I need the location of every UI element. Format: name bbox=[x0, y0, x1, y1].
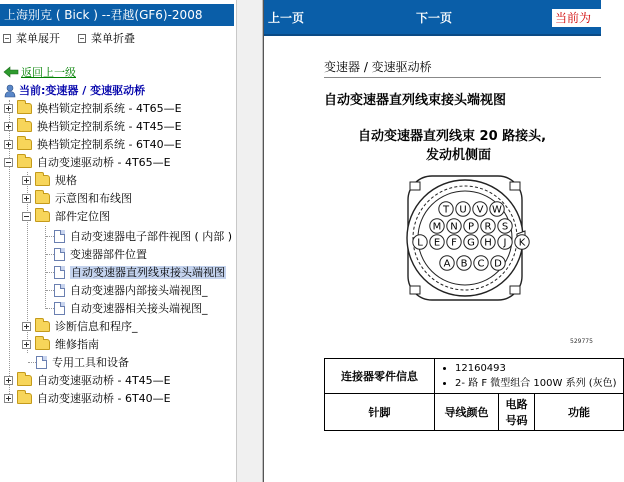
tree-connector bbox=[46, 254, 54, 255]
document-icon bbox=[54, 266, 65, 279]
current-location bbox=[4, 82, 145, 100]
tree-item-shift-lock-4t65e[interactable] bbox=[4, 100, 182, 118]
tree-item-label: 维修指南 bbox=[55, 338, 99, 351]
connector-latch bbox=[510, 182, 520, 190]
expand-plus-icon[interactable] bbox=[22, 194, 31, 203]
tree-item-transaxle-4t65e[interactable] bbox=[4, 154, 171, 172]
tree-connector bbox=[28, 362, 36, 363]
tree-item-internal-connector-view[interactable] bbox=[54, 282, 208, 300]
back-link[interactable] bbox=[4, 64, 76, 82]
expand-plus-icon[interactable] bbox=[4, 394, 13, 403]
collapse-minus-icon[interactable] bbox=[4, 158, 13, 167]
tree-toolbar bbox=[0, 30, 236, 48]
expand-menu-button[interactable] bbox=[3, 30, 60, 48]
collapse-minus-icon[interactable] bbox=[22, 212, 31, 221]
connector-part-description: • 2- 路 F 微型组合 100W 系列 (灰色) bbox=[455, 376, 619, 391]
pin-label-w: W bbox=[492, 204, 502, 216]
tree-item-label: 自动变速驱动桥 - 6T40—E bbox=[37, 392, 171, 405]
col-header-pin: 针脚 bbox=[325, 394, 435, 431]
prev-page-button[interactable]: 上一页 bbox=[268, 11, 305, 25]
navigation-pane bbox=[0, 0, 236, 482]
person-icon bbox=[4, 84, 16, 96]
collapse-menu-button[interactable] bbox=[78, 30, 135, 48]
folder-icon bbox=[17, 121, 32, 132]
tree-item-label: 自动变速驱动桥 - 4T45—E bbox=[37, 374, 171, 387]
tree-item-label: 换档锁定控制系统 - 6T40—E bbox=[37, 138, 182, 151]
vehicle-title-bar: 上海别克 ( Bick ) --君越(GF6)-2008 bbox=[0, 4, 234, 26]
document-icon bbox=[54, 302, 65, 315]
tree-item-schematics[interactable] bbox=[22, 190, 132, 208]
document-breadcrumb: 变速器 / 变速驱动桥 bbox=[324, 60, 432, 74]
connector-latch bbox=[510, 286, 520, 294]
expand-plus-icon[interactable] bbox=[4, 122, 13, 131]
tree-item-electronic-component-view[interactable] bbox=[54, 228, 232, 246]
connector-part-info-values bbox=[435, 359, 624, 394]
collapse-menu-label: 菜单折叠 bbox=[91, 32, 135, 45]
tree-item-label: 换档锁定控制系统 - 4T45—E bbox=[37, 120, 182, 133]
col-header-circuit: 电路号码 bbox=[499, 394, 535, 431]
col-header-wire-color: 导线颜色 bbox=[435, 394, 499, 431]
pin-label-v: V bbox=[476, 204, 484, 216]
tree-connector bbox=[46, 236, 54, 237]
section-title: 自动变速器直列线束接头端视图 bbox=[324, 93, 507, 108]
connector-latch bbox=[410, 182, 420, 190]
tree-item-component-locations[interactable] bbox=[54, 246, 147, 264]
tree-item-specifications[interactable] bbox=[22, 172, 77, 190]
folder-open-icon bbox=[17, 157, 32, 168]
pin-label-a: A bbox=[443, 258, 451, 270]
tree-item-shift-lock-6t40e[interactable] bbox=[4, 136, 182, 154]
folder-icon bbox=[35, 321, 50, 332]
expand-plus-icon[interactable] bbox=[22, 322, 31, 331]
current-page-indicator: 当前为 bbox=[552, 9, 612, 27]
tree-item-label: 自动变速器内部接头端视图_ bbox=[70, 284, 208, 297]
back-link-label: 返回上一级 bbox=[21, 66, 76, 79]
tree-item-label: 换档锁定控制系统 - 4T65—E bbox=[37, 102, 182, 115]
folder-icon bbox=[17, 393, 32, 404]
tree-connector bbox=[46, 308, 54, 309]
expand-menu-label: 菜单展开 bbox=[16, 32, 60, 45]
figure-title-line2: 发动机侧面 bbox=[426, 148, 492, 163]
tree-item-transaxle-6t40e[interactable] bbox=[4, 390, 171, 408]
document-icon bbox=[54, 284, 65, 297]
pin-label-u: U bbox=[459, 204, 467, 216]
document-icon bbox=[54, 248, 65, 261]
pin-label-h: H bbox=[484, 237, 492, 249]
tree-item-label: 自动变速器电子部件视图 ( 内部 ) bbox=[70, 230, 233, 243]
pin-label-b: B bbox=[460, 258, 468, 270]
folder-icon bbox=[17, 375, 32, 386]
expand-plus-icon[interactable] bbox=[4, 104, 13, 113]
pin-label-r: R bbox=[484, 221, 492, 233]
figure-title-line1: 自动变速器直列线束 20 路接头, bbox=[358, 129, 547, 144]
tree-item-component-locator[interactable] bbox=[22, 208, 110, 226]
content-pane bbox=[263, 0, 617, 482]
expand-plus-icon[interactable] bbox=[4, 376, 13, 385]
tree-item-related-connector-view[interactable] bbox=[54, 300, 208, 318]
col-header-function: 功能 bbox=[535, 394, 624, 431]
tree-connector bbox=[46, 272, 54, 273]
breadcrumb-divider bbox=[324, 77, 601, 78]
tree-item-repair-instructions[interactable] bbox=[22, 336, 99, 354]
connector-diagram bbox=[324, 168, 601, 355]
pin-label-m: M bbox=[432, 221, 442, 233]
next-page-button[interactable]: 下一页 bbox=[416, 11, 453, 25]
pin-label-c: C bbox=[477, 258, 485, 270]
tree-item-transaxle-4t45e[interactable] bbox=[4, 372, 171, 390]
folder-icon bbox=[35, 193, 50, 204]
pin-label-e: E bbox=[433, 237, 441, 249]
tree-item-shift-lock-4t45e[interactable] bbox=[4, 118, 182, 136]
document-icon bbox=[54, 230, 65, 243]
connector-end-view bbox=[324, 168, 601, 355]
folder-icon bbox=[17, 139, 32, 150]
tree-item-label: 变速器部件位置 bbox=[70, 248, 147, 261]
pin-label-f: F bbox=[451, 237, 457, 249]
pin-label-k: K bbox=[518, 237, 526, 249]
pin-label-l: L bbox=[417, 237, 423, 249]
tree-item-label: 自动变速器相关接头端视图_ bbox=[70, 302, 208, 315]
folder-icon bbox=[17, 103, 32, 114]
connector-latch bbox=[410, 286, 420, 294]
folder-open-icon bbox=[35, 211, 50, 222]
document-icon bbox=[36, 356, 47, 369]
pin-label-d: D bbox=[494, 258, 502, 270]
pin-label-p: P bbox=[467, 221, 475, 233]
pin-label-j: J bbox=[503, 237, 507, 249]
tree-item-label: 示意图和布线图 bbox=[55, 192, 132, 205]
pin-label-s: S bbox=[501, 221, 509, 233]
tree-connector bbox=[45, 226, 46, 309]
pin-label-t: T bbox=[442, 204, 450, 216]
connector-part-number: • 12160493 bbox=[455, 361, 619, 376]
folder-icon bbox=[35, 339, 50, 350]
connector-part-info-label: 连接器零件信息 bbox=[325, 359, 435, 394]
current-location-label: 当前:变速器 / 变速驱动桥 bbox=[19, 84, 146, 97]
expand-plus-icon[interactable] bbox=[22, 176, 31, 185]
tree-item-diagnostics[interactable] bbox=[22, 318, 138, 336]
tree-item-label-selected: 自动变速器直列线束接头端视图 bbox=[71, 266, 225, 279]
pin-label-g: G bbox=[467, 237, 475, 249]
tree-item-label: 部件定位图 bbox=[55, 210, 110, 223]
collapse-menu-icon bbox=[78, 34, 86, 43]
expand-menu-icon bbox=[3, 34, 11, 43]
expand-plus-icon[interactable] bbox=[22, 340, 31, 349]
tree-connector bbox=[46, 290, 54, 291]
expand-plus-icon[interactable] bbox=[4, 140, 13, 149]
connector-info-table bbox=[324, 358, 624, 431]
tree-item-inline-harness-connector-view[interactable] bbox=[54, 264, 226, 282]
figure-number: 529775 bbox=[570, 338, 593, 345]
pane-splitter[interactable] bbox=[236, 0, 263, 482]
tree-item-label: 专用工具和设备 bbox=[52, 356, 129, 369]
tree-item-special-tools[interactable] bbox=[36, 354, 129, 372]
folder-icon bbox=[35, 175, 50, 186]
tree-item-label: 自动变速驱动桥 - 4T65—E bbox=[37, 156, 171, 169]
pin-label-n: N bbox=[450, 221, 458, 233]
back-arrow-icon bbox=[4, 67, 18, 77]
tree-item-label: 诊断信息和程序_ bbox=[55, 320, 138, 333]
tree-item-label: 规格 bbox=[55, 174, 77, 187]
page-nav-bar bbox=[264, 0, 601, 34]
